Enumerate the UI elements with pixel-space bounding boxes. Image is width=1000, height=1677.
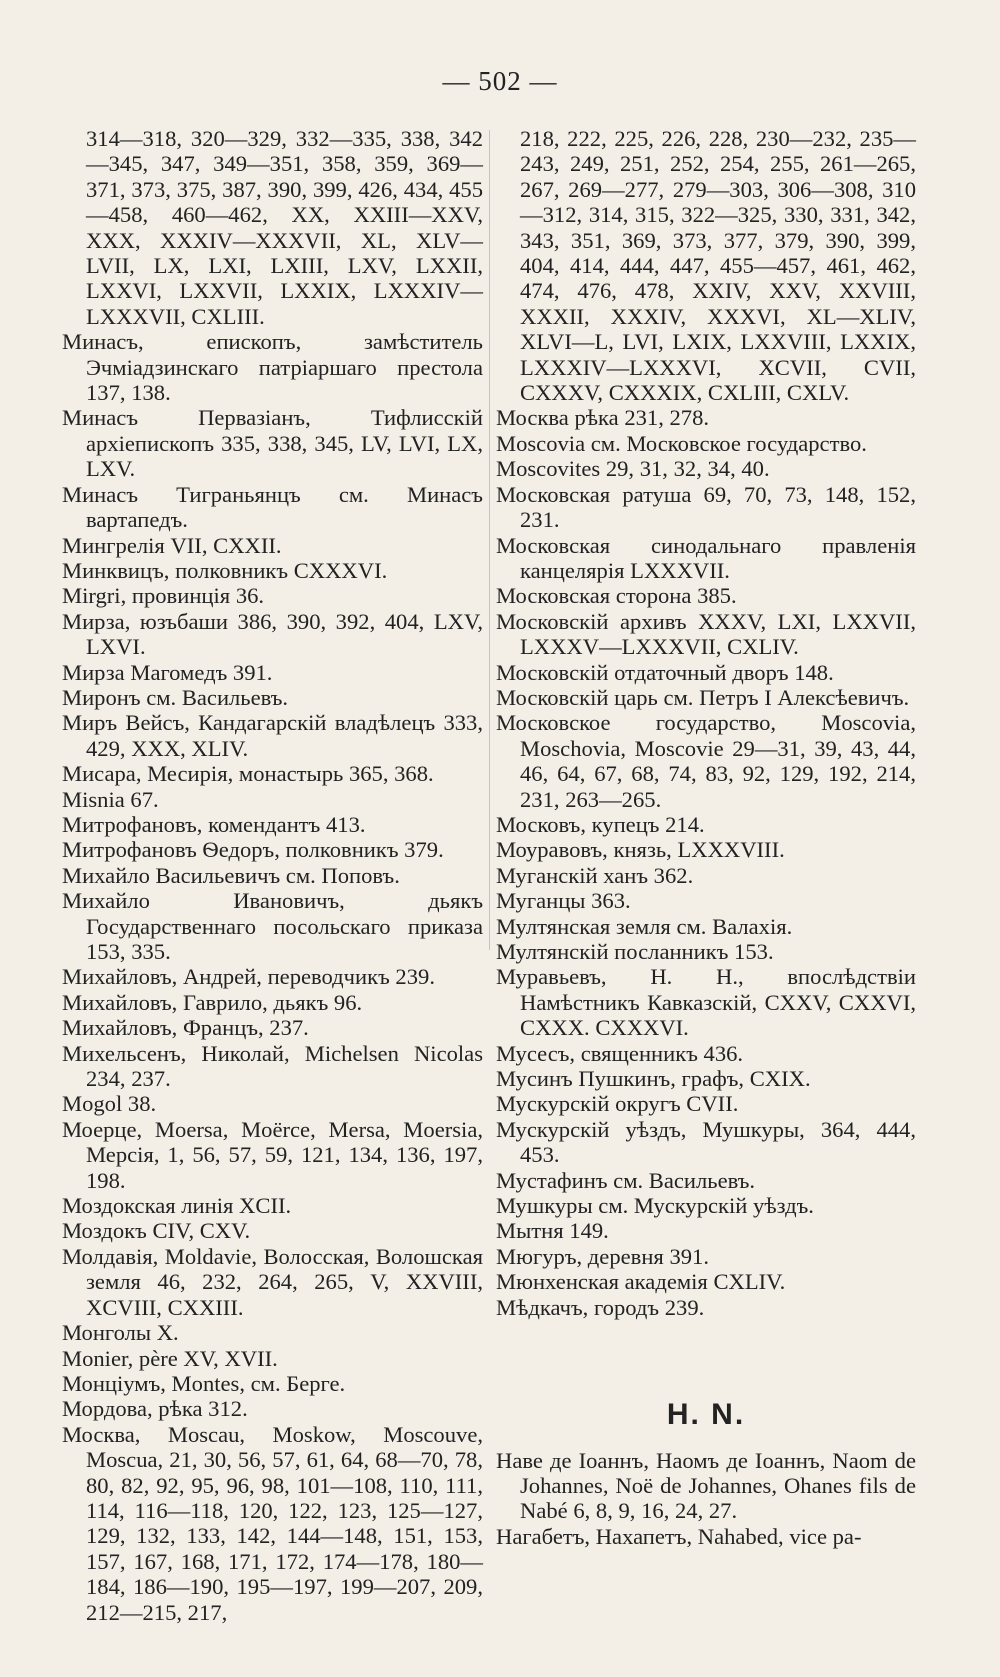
index-entry: Московскій архивъ XXXV, LXI, LXXVII, LXXXV—LXXXVII, CXLIV. [496, 608, 916, 660]
index-entry: Мѣдкачъ, городъ 239. [496, 1294, 705, 1320]
index-entry: Михайло Васильевичъ см. Поповъ. [62, 862, 400, 888]
left-column [62, 126, 483, 1625]
index-entry: Мускурскій уѣздъ, Мушкуры, 364, 444, 453. [496, 1116, 916, 1168]
index-entry: Misnia 67. [62, 786, 159, 812]
index-entry: Минасъ, епископъ, замѣститель Эчміадзинскаго патріаршаго престола 137, 138. [62, 329, 483, 406]
index-entry: 218, 222, 225, 226, 228, 230—232, 235—243, 249, 251, 252, 254, 255, 261—265, 267, 269—277, 279—303, 306—308, 310—312, 314, 315, 322—325, 330, 331, 342, 343, 351, 369, 373, 377, 379, 390, 399, 404, 414, 444, 447, 455—457, 461, 462, 474, 476, 478, XXIV, XXV, XXVIII, XXXII, XXXIV, XXXVI, XL—XLIV, XLVI—L, LVI, LXIX, LXXVIII, LXXIX, LXXXIV—LXXXVI, XCVII, CVII, CXXXV, CXXXIX, CXLIII, CXLV. [520, 126, 916, 406]
index-entry: Московская сторона 385. [496, 583, 737, 609]
page-number: — 502 — [442, 66, 558, 96]
index-entry: Московская ратуша 69, 70, 73, 148, 152, 231. [496, 481, 916, 533]
index-entry: Митрофановъ, комендантъ 413. [62, 811, 366, 837]
index-entry: Москва, Moscau, Moskow, Moscouve, Moscua, 21, 30, 56, 57, 61, 64, 68—70, 78, 80, 82, 92, 95, 96, 98, 101—108, 110, 111, 114, 116—118, 120, 122, 123, 125—127, 129, 132, 133, 142, 144—148, 151, 153, 157, 167, 168, 171, 172, 174—178, 180—184, 186—190, 195—197, 199—207, 209, 212—215, 217, [62, 1421, 483, 1625]
index-entry: Mirgri, провинція 36. [62, 583, 265, 609]
index-entry: Муганцы 363. [496, 888, 631, 914]
index-entry: Муганскій ханъ 362. [496, 862, 694, 888]
section-heading: H. N. [666, 1398, 746, 1432]
index-entry: Наве де Іоаннъ, Наомъ де Іоаннъ, Naom de Johannes, Noë de Johannes, Ohanes fils de Nabé 6, 8, 9, 16, 24, 27. [496, 1447, 916, 1524]
index-entry: Михайловъ, Гаврило, дьякъ 96. [62, 989, 363, 1015]
column-divider [489, 130, 490, 950]
index-entry: Мингрелія VII, CXXII. [62, 532, 282, 558]
index-entry: Moscovites 29, 31, 32, 34, 40. [496, 456, 770, 482]
index-entry: Мускурскій округъ CVII. [496, 1091, 739, 1117]
index-entry: Мюгуръ, деревня 391. [496, 1243, 709, 1269]
index-entry: Моздокская линія XCII. [62, 1193, 292, 1219]
index-entry: Миръ Вейсъ, Кандагарскій владѣлецъ 333, 429, XXX, XLIV. [62, 710, 483, 761]
index-entry: Михайловъ, Андрей, переводчикъ 239. [62, 964, 435, 990]
index-entry: Мушкуры см. Мускурскій уѣздъ. [496, 1193, 814, 1219]
index-entry: Мирза Магомедъ 391. [62, 659, 273, 685]
index-entry: Monier, père XV, XVII. [62, 1345, 278, 1371]
index-entry: Мултянскій посланникъ 153. [496, 939, 774, 964]
index-entry: Мусинъ Пушкинъ, графъ, CXIX. [496, 1066, 811, 1092]
index-entry: Московское государство, Moscovia, Moschovia, Moscovie 29—31, 39, 43, 44, 46, 64, 67, 68, 74, 83, 92, 129, 192, 214, 231, 263—265. [496, 710, 916, 812]
index-entry: Московскій отдаточный дворъ 148. [496, 659, 834, 685]
index-entry: Михельсенъ, Николай, Michelsen Nicolas 234, 237. [62, 1040, 483, 1092]
index-entry: Moscovia см. Московское государство. [496, 430, 867, 456]
right-column [496, 126, 916, 1549]
index-entry: Московская синодальнаго правленія канцелярія LXXXVII. [496, 532, 916, 583]
index-entry: Московскій царь см. Петръ I Алексѣевичъ. [496, 684, 910, 710]
index-entry: Нагабетъ, Нахапетъ, Nahabed, vice pa- [496, 1523, 862, 1549]
index-entry: Минасъ Тиграньянцъ см. Минасъ вартапедъ. [62, 481, 483, 533]
index-entry: Михайловъ, Францъ, 237. [62, 1015, 309, 1041]
index-entry: Молдавія, Moldavie, Волосская, Волошская земля 46, 232, 264, 265, V, XXVIII, XCVIII, CXXIII. [62, 1243, 483, 1320]
index-entry: Мирза, юзъбаши 386, 390, 392, 404, LXV, LXVI. [62, 608, 483, 660]
index-entry: Мюнхенская академія CXLIV. [496, 1269, 786, 1295]
index-entry: 314—318, 320—329, 332—335, 338, 342—345, 347, 349—351, 358, 359, 369—371, 373, 375, 387, 390, 399, 426, 434, 455—458, 460—462, XX, XXIII—XXV, XXX, XXXIV—XXXVII, XL, XLV—LVII, LX, LXI, LXIII, LXV, LXXII, LXXVI, LXXVII, LXXIX, LXXXIV—LXXXVII, CXLIII. [86, 126, 483, 329]
index-entry: Московъ, купецъ 214. [496, 811, 705, 837]
index-entry: Mogol 38. [62, 1091, 157, 1117]
index-entry: Моуравовъ, князь, LXXXVIII. [496, 837, 785, 863]
index-entry: Мусесъ, священникъ 436. [496, 1040, 744, 1066]
index-entry: Мустафинъ см. Васильевъ. [496, 1167, 756, 1193]
index-entry: Мордова, рѣка 312. [62, 1396, 248, 1422]
index-entry: Моерце, Moersa, Moёrce, Mersa, Moersia, Мерсія, 1, 56, 57, 59, 121, 134, 136, 197, 198. [62, 1116, 483, 1193]
index-entry: Мултянская земля см. Валахія. [496, 913, 793, 939]
section-entries [496, 1448, 916, 1550]
index-entry: Монголы X. [62, 1320, 179, 1346]
index-entry: Мытня 149. [496, 1218, 609, 1244]
right-column-entries [496, 126, 916, 1320]
index-entry: Монціумъ, Montes, см. Берге. [62, 1370, 346, 1396]
index-entry: Михайло Ивановичъ, дьякъ Государственнаго посольскаго приказа 153, 335. [62, 888, 483, 964]
index-entry: Митрофановъ Ѳедоръ, полковникъ 379. [62, 837, 444, 863]
index-entry: Моздокъ CIV, CXV. [62, 1218, 251, 1244]
index-entry: Муравьевъ, Н. Н., впослѣдствіи Намѣстникъ Кавказскій, CXXV, CXXVI, CXXX. CXXXVI. [496, 964, 916, 1041]
index-entry: Москва рѣка 231, 278. [496, 405, 710, 431]
index-entry: Миронъ см. Васильевъ. [62, 684, 289, 710]
index-entry: Минасъ Первазіанъ, Тифлисскій архіепископъ 335, 338, 345, LV, LVI, LX, LXV. [62, 405, 483, 482]
index-entry: Мисара, Месирія, монастырь 365, 368. [62, 761, 434, 787]
index-entry: Минквицъ, полковникъ CXXXVI. [62, 557, 388, 583]
